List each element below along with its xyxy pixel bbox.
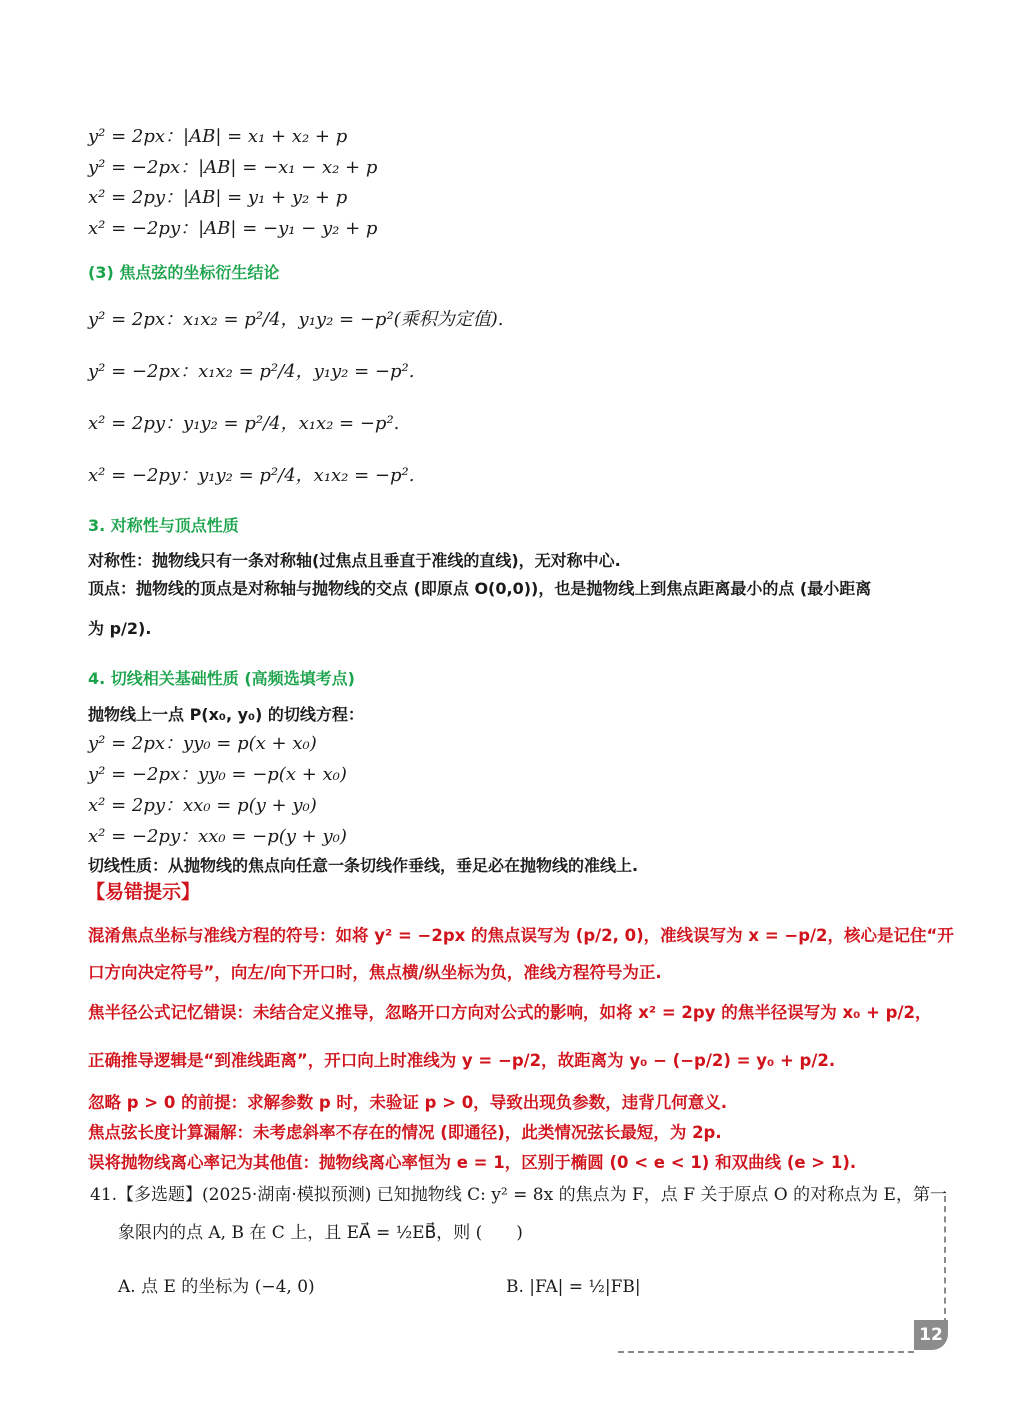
chord-formula-3: x² = 2py：|AB| = y₁ + y₂ + p [88,187,348,208]
coord-conclusion-4: x² = −2py：y₁y₂ = p²/4，x₁x₂ = −p². [88,465,415,486]
section-tangent-title: 4. 切线相关基础性质 (高频选填考点) [88,669,355,688]
tangent-formula-1: y² = 2px：yy₀ = p(x + x₀) [88,733,317,754]
tip-line-2: 口方向决定符号”，向左/向下开口时，焦点横/纵坐标为负，准线方程符号为正. [88,963,662,982]
vertex-text-2: 为 p/2). [88,619,152,638]
tip-line-5: 忽略 p > 0 的前提：求解参数 p 时，未验证 p > 0，导致出现负参数，违背几何意义. [88,1093,728,1112]
section-3-sub-title: (3) 焦点弦的坐标衍生结论 [88,263,280,282]
tip-line-4: 正确推导逻辑是“到准线距离”，开口向上时准线为 y = −p/2，故距离为 y₀ − (−p/2) = y₀ + p/2. [88,1051,836,1070]
tangent-intro: 抛物线上一点 P(x₀, y₀) 的切线方程： [88,705,364,724]
dashed-border-vertical [944,1196,946,1324]
option-a: A. 点 E 的坐标为 (−4, 0) [118,1277,315,1297]
tips-title: 【易错提示】 [86,881,201,903]
tip-line-6: 焦点弦长度计算漏解：未考虑斜率不存在的情况 (即通径)，此类情况弦长最短，为 2p. [88,1123,722,1142]
tip-line-1: 混淆焦点坐标与准线方程的符号：如将 y² = −2px 的焦点误写为 (p/2, 0)，准线误写为 x = −p/2，核心是记住“开 [88,926,954,945]
chord-formula-4: x² = −2py：|AB| = −y₁ − y₂ + p [88,218,378,239]
tangent-property: 切线性质：从抛物线的焦点向任意一条切线作垂线，垂足必在抛物线的准线上. [88,856,639,875]
tangent-formula-2: y² = −2px：yy₀ = −p(x + x₀) [88,764,347,785]
coord-conclusion-1: y² = 2px：x₁x₂ = p²/4，y₁y₂ = −p²(乘积为定值). [88,309,504,330]
tip-line-7: 误将抛物线离心率记为其他值：抛物线离心率恒为 e = 1，区别于椭圆 (0 < e < 1) 和双曲线 (e > 1). [88,1153,857,1172]
symmetry-text: 对称性：抛物线只有一条对称轴(过焦点且垂直于准线的直线)，无对称中心. [88,551,621,570]
dashed-border-horizontal [618,1351,914,1353]
chord-formula-1: y² = 2px：|AB| = x₁ + x₂ + p [88,126,348,147]
coord-conclusion-3: x² = 2py：y₁y₂ = p²/4，x₁x₂ = −p². [88,413,400,434]
page-number: 12 [914,1320,948,1350]
tangent-formula-4: x² = −2py：xx₀ = −p(y + y₀) [88,826,347,847]
tangent-formula-3: x² = 2py：xx₀ = p(y + y₀) [88,795,317,816]
question-line-2: 象限内的点 A, B 在 C 上，且 EA⃗ = ½EB⃗，则 ( ) [118,1223,523,1243]
question-line-1: 41.【多选题】(2025·湖南·模拟预测) 已知抛物线 C: y² = 8x 的焦点为 F，点 F 关于原点 O 的对称点为 E，第一 [90,1185,947,1205]
coord-conclusion-2: y² = −2px：x₁x₂ = p²/4，y₁y₂ = −p². [88,361,415,382]
tip-line-3: 焦半径公式记忆错误：未结合定义推导，忽略开口方向对公式的影响，如将 x² = 2py 的焦半径误写为 x₀ + p/2， [88,1003,932,1022]
option-b: B. |FA| = ½|FB| [506,1277,641,1297]
section-symmetry-title: 3. 对称性与顶点性质 [88,516,239,535]
vertex-text-1: 顶点：抛物线的顶点是对称轴与抛物线的交点 (即原点 O(0,0))，也是抛物线上到焦点距离最小的点 (最小距离 [88,579,872,598]
chord-formula-2: y² = −2px：|AB| = −x₁ − x₂ + p [88,157,378,178]
